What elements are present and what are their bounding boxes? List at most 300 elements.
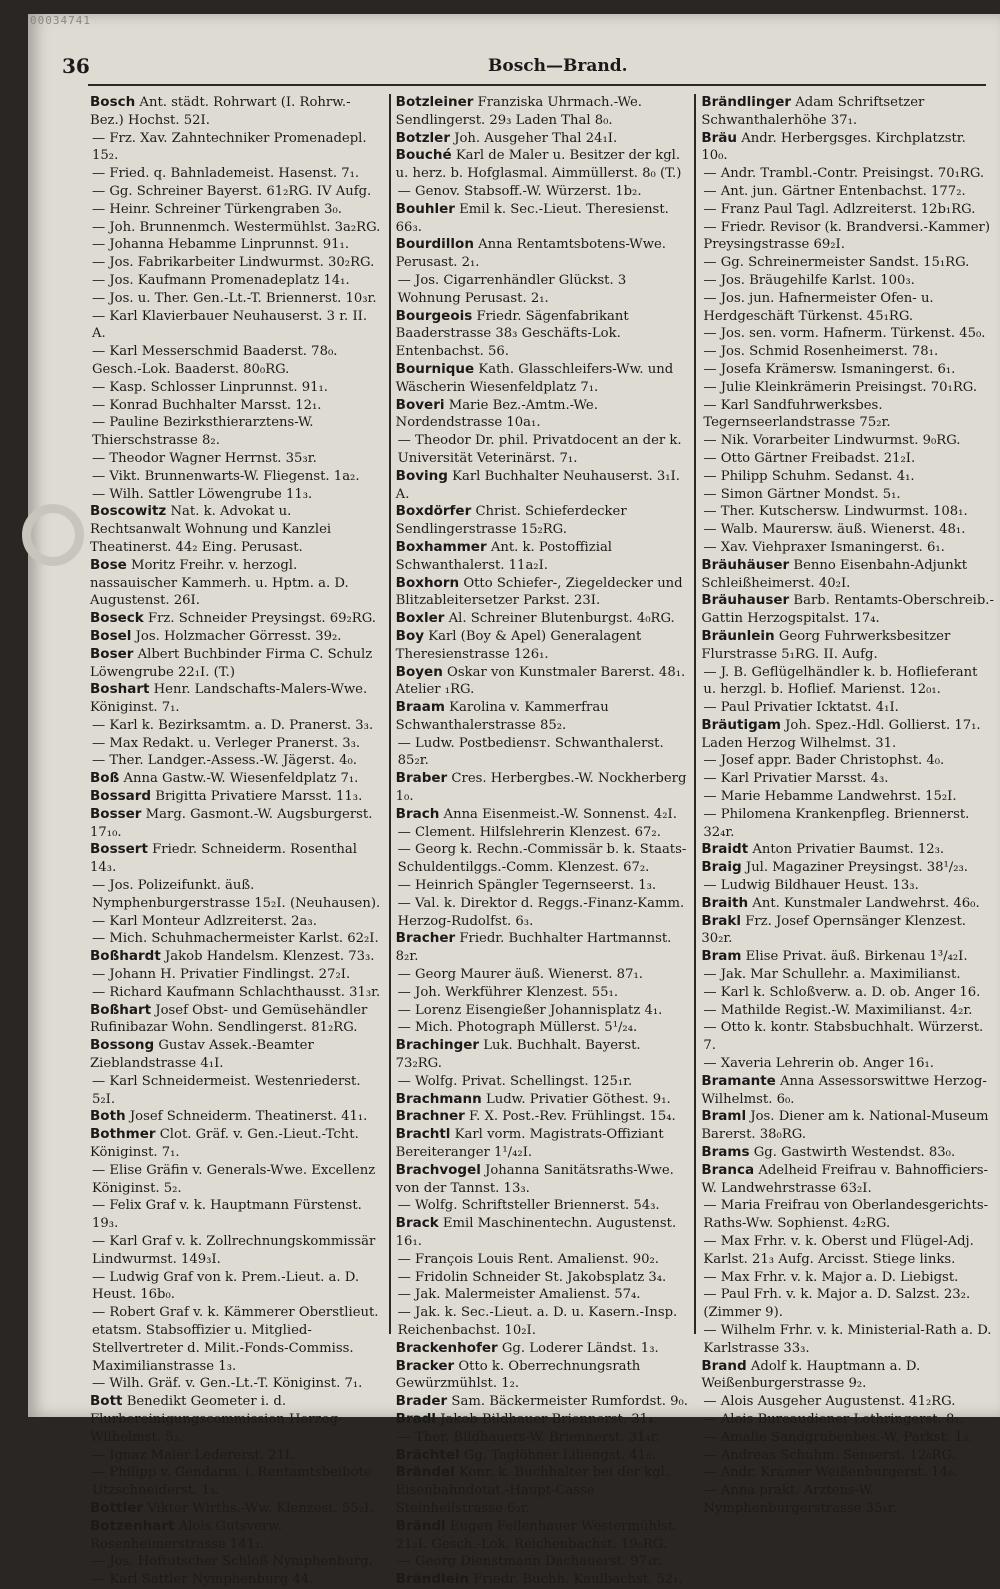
entry-text: — Philipp Schuhm. Sedanst. 4₁. [703,468,915,484]
entry-surname: Brakl [701,912,742,929]
directory-subentry [90,1304,383,1375]
directory-subentry [701,201,994,219]
directory-subentry [701,1269,994,1287]
entry-text: — Felix Graf v. k. Hauptmann Fürstenst. 19₃. [92,1198,362,1232]
entry-text: — Fridolin Schneider St. Jakobsplatz 3₄. [397,1269,667,1285]
entry-text: — Xav. Viehpraxer Ismaningerst. 6₁. [703,539,945,555]
entry-text: — Alois Bureaudiener Lothringerst. 8₁. [703,1411,964,1427]
directory-subentry [90,236,383,254]
directory-subentry [90,486,383,504]
entry-text: — Konrad Buchhalter Marsst. 12₁. [92,397,322,413]
entry-text: — Ludwig Bildhauer Heust. 13₃. [703,878,919,894]
entry-text: — Val. k. Direktor d. Reggs.-Finanz-Kamm. Herzog-Rudolfst. 6₃. [397,895,685,929]
directory-entry [90,1002,383,1038]
entry-surname: Boßhart [90,1001,152,1018]
entry-surname: Boxhorn [395,574,460,591]
page-number: 36 [62,54,90,78]
directory-entry [396,628,689,664]
directory-subentry [701,450,994,468]
entry-text: Marie Bez.-Amtm.-We. Nordendstrasse 10a₁. [395,397,598,431]
entry-text: Karl Buchhalter Neuhauserst. 3₁I. A. [395,468,680,502]
entry-surname: Brachmann [395,1090,482,1107]
directory-subentry [396,1429,689,1447]
entry-text: Luk. Buchhalt. Bayerst. 73₂RG. [395,1038,641,1072]
directory-subentry [701,1197,994,1233]
entry-text: — Alois Ausgeher Augustenst. 41₂RG. [703,1394,956,1410]
entry-text: — Karl Graf v. k. Zollrechnungskommissär Lindwurmst. 149₃I. [92,1234,376,1267]
entry-text: — Karl k. Schloßverw. a. D. ob. Anger 16. [703,984,981,1000]
entry-text: Anna Rentamtsbotens-Wwe. Perusast. 2₁. [395,237,666,271]
entry-text: — Paul Frh. v. k. Major a. D. Salzst. 23₂. (Zimmer 9). [703,1287,971,1321]
directory-entry [396,1393,689,1411]
directory-subentry [701,361,994,379]
directory-entry [396,1464,689,1517]
entry-text: — Theodor Wagner Herrnst. 35₃r. [92,450,317,466]
directory-entry [396,610,689,628]
column-3 [694,94,1000,1516]
directory-subentry [90,379,383,397]
directory-subentry [701,219,994,255]
directory-subentry [90,201,383,219]
entry-text: Gg. Taglöhner Liliengst. 41₀. [463,1447,656,1463]
directory-entry [396,1126,689,1162]
directory-subentry [90,468,383,486]
entry-surname: Bosser [90,805,142,822]
directory-entry [701,717,994,753]
directory-subentry [396,1553,689,1571]
entry-surname: Bourgeois [395,307,473,324]
directory-subentry [701,290,994,326]
entry-text: — Karl Sandfuhrwerksbes. Tegernseerlandstrasse 75₂r. [703,397,891,431]
directory-entry [396,1108,689,1126]
entry-text: Alois Gutsverw. Rosenheimerstrasse 141₁. [90,1518,283,1552]
entry-text: — Jak. Mar Schullehr. a. Maximilianst. [703,967,961,983]
directory-entry [396,1358,689,1394]
directory-subentry [90,290,383,308]
entry-text: Anton Privatier Baumst. 12₃. [752,842,945,858]
entry-text: — Jos. Hoftutscher Schloß Nymphenburg. [92,1554,373,1570]
directory-subentry [90,254,383,272]
entry-surname: Bothmer [90,1126,156,1143]
directory-entry [396,130,689,148]
entry-surname: Boving [395,467,448,484]
entry-text: — Vikt. Brunnenwarts-W. Fliegenst. 1a₂. [92,468,360,484]
directory-entry [396,1215,689,1251]
entry-text: — Jak. Malermeister Amalienst. 57₄. [397,1287,641,1303]
directory-entry [90,503,383,556]
entry-text: Friedr. Schneiderm. Rosenthal 14₃. [90,842,357,876]
directory-subentry [396,1269,689,1287]
entry-text: — Joh. Brunnenmch. Westermühlst. 3a₂RG. [92,219,381,235]
directory-subentry [701,1055,994,1073]
entry-text: — Karl Schneidermeist. Westenriederst. 5₂I. [92,1073,361,1107]
entry-surname: Botzler [395,129,450,146]
entry-text: Karl (Boy & Apel) Generalagent Theresienstrasse 126₁. [395,628,642,662]
entry-text: — Ludw. Postbediensт. Schwanthalerst. 85₂r. [397,735,664,769]
entry-text: — Kasp. Schlosser Linprunnst. 91₁. [92,379,328,395]
directory-entry [90,806,383,842]
entry-surname: Brackenhofer [395,1339,498,1356]
entry-text: — Andreas Schuhm. Senserst. 12₀RG. [703,1447,956,1463]
entry-text: Karl vorm. Magistrats-Offiziant Bereiteranger 1¹/₄₂I. [395,1127,664,1161]
directory-entry [396,575,689,611]
entry-text: — Georg Dienstmann Dachauerst. 97₄r. [397,1554,662,1570]
entry-text: — Friedr. Revisor (k. Brandversi.-Kammer) Preysingstrasse 69₂I. [703,219,990,253]
entry-text: Adelheid Freifrau v. Bahnofficiers-W. Landwehrstrasse 63₂I. [701,1162,988,1196]
directory-subentry [701,521,994,539]
entry-text: Nat. k. Advokat u. Rechtsanwalt Wohnung und Kanzlei Theatinerst. 44₂ Eing. Perusast. [90,504,332,555]
entry-surname: Bramante [701,1072,776,1089]
entry-text: Ant. Kunstmaler Landwehrst. 46₀. [752,895,980,911]
directory-subentry [90,1269,383,1305]
entry-surname: Bouhler [395,200,455,217]
directory-entry [396,1091,689,1109]
entry-surname: Boscowitz [90,503,167,520]
entry-text: Frz. Josef Opernsänger Klenzest. 30₂r. [701,913,966,947]
directory-entry [396,806,689,824]
entry-text: — Simon Gärtner Mondst. 5₁. [703,486,901,502]
directory-entry [396,1340,689,1358]
entry-surname: Bose [90,556,127,573]
entry-surname: Bräunlein [701,627,775,644]
entry-surname: Bosch [90,94,136,110]
entry-text: Jos. Diener am k. National-Museum Barerst. 38₀RG. [701,1109,989,1143]
directory-entry [396,770,689,806]
entry-surname: Braam [395,699,445,716]
entry-text: Ant. k. Postoffizial Schwanthalerst. 11a₂I. [395,539,613,573]
entry-text: Jul. Magaziner Preysingst. 38¹/₂₃. [745,860,968,876]
entry-text: — Ignaz Maler Ledererst. 21I. [92,1447,295,1463]
directory-subentry [396,841,689,877]
entry-surname: Bossard [90,788,152,805]
directory-subentry [396,966,689,984]
entry-text: — Philomena Krankenpfleg. Briennerst. 32₄r. [703,806,970,840]
directory-subentry [701,272,994,290]
directory-entry [396,539,689,575]
entry-text: Anna Assessorswittwe Herzog-Wilhelmst. 6₀. [701,1073,987,1107]
entry-text: — Genov. Stabsoff.-W. Würzerst. 1b₂. [397,183,642,199]
directory-subentry [90,1447,383,1465]
entry-text: Josef Schneiderm. Theatinerst. 41₁. [129,1109,368,1125]
directory-subentry [90,717,383,735]
entry-text: Emil k. Sec.-Lieut. Theresienst. 66₃. [395,201,669,235]
entry-surname: Boyen [395,663,443,680]
column-2 [389,94,695,1588]
entry-text: Georg Fuhrwerksbesitzer Flurstrasse 5₁RG. II. Aufg. [701,628,951,662]
directory-subentry [90,1073,383,1109]
entry-text: — Maria Freifrau von Oberlandesgerichts-Raths-Ww. Sophienst. 4₂RG. [703,1198,989,1232]
entry-text: — Wilh. Sattler Löwengrube 11₃. [92,486,313,502]
entry-text: — Ant. jun. Gärtner Entenbachst. 177₂. [703,183,966,199]
entry-text: — Julie Kleinkrämerin Preisingst. 70₁RG. [703,379,978,395]
directory-entry [90,94,383,130]
directory-subentry [701,877,994,895]
directory-entry [701,948,994,966]
entry-surname: Boy [395,627,425,644]
entry-text: — Otto Gärtner Freibadst. 21₂I. [703,450,916,466]
entry-text: — Max Frhr. v. k. Oberst und Flügel-Adj. Karlst. 21₃ Aufg. Arcisst. Stiege links. [703,1234,974,1267]
entry-text: — Karl k. Bezirksamtm. a. D. Pranerst. 3₃. [92,717,374,733]
directory-subentry [90,219,383,237]
entry-text: Josef Obst- und Gemüsehändler Rufinibazar Wohn. Sendlingerst. 81₂RG. [90,1002,368,1036]
directory-subentry [701,1464,994,1482]
directory-subentry [701,984,994,1002]
directory-subentry [396,984,689,1002]
directory-entry [396,1518,689,1554]
directory-entry [90,628,383,646]
entry-text: — Max Frhr. v. k. Major a. D. Liebigst. [703,1269,959,1285]
entry-text: — Jos. Fabrikarbeiter Lindwurmst. 30₂RG. [92,255,375,271]
directory-entry [396,664,689,700]
directory-subentry [90,272,383,290]
entry-text: — Nik. Vorarbeiter Lindwurmst. 9₀RG. [703,433,961,449]
directory-subentry [90,1375,383,1393]
entry-surname: Braber [395,770,448,787]
entry-text: — Franz Paul Tagl. Adlzreiterst. 12b₁RG. [703,201,976,217]
entry-text: Andr. Herbergsges. Kirchplatzstr. 10₀. [701,130,966,164]
directory-entry [90,557,383,610]
entry-text: Karolina v. Kammerfrau Schwanthalerstrasse 85₂. [395,700,609,733]
entry-text: — Jos. Polizeifunkt. äuß. Nymphenburgerstrasse 15₂I. (Neuhausen). [92,878,381,911]
entry-text: Barb. Rentamts-Oberschreib.-Gattin Herzogspitalst. 17₄. [701,593,994,627]
directory-subentry [90,877,383,913]
entry-text: — Joh. Werkführer Klenzest. 55₁. [397,984,619,1000]
entry-surname: Braml [701,1108,747,1125]
directory-entry [90,1108,383,1126]
directory-subentry [701,752,994,770]
directory-subentry [701,1429,994,1447]
entry-text: — Karl Messerschmid Baaderst. 78₀. Gesch.-Lok. Baaderst. 80₀RG. [92,344,338,377]
directory-entry [396,503,689,539]
entry-text: — Georg Maurer äuß. Wienerst. 87₁. [397,967,643,983]
directory-subentry [701,165,994,183]
directory-subentry [90,1197,383,1233]
entry-text: F. X. Post.-Rev. Frühlingst. 15₄. [468,1109,676,1125]
entry-surname: Brändlein [395,1571,470,1588]
binder-ring-icon [22,504,84,566]
entry-text: — Ludwig Graf von k. Prem.-Lieut. a. D. Heust. 16b₀. [92,1269,360,1303]
entry-surname: Bracher [395,930,456,947]
entry-surname: Brändlinger [701,94,792,110]
entry-surname: Bouché [395,147,452,164]
entry-text: — Amalie Sandgrubenbes.-W. Parkst. 1₃. [703,1429,973,1445]
directory-subentry [701,1447,994,1465]
entry-text: Gg. Gastwirth Westendst. 83₀. [753,1145,956,1161]
entry-text: Benedikt Geometer i. d. Flurbereinigungscommission Herzog-Wilhelmst. 5₃. [90,1394,343,1445]
directory-entry [396,201,689,237]
entry-text: — Xaveria Lehrerin ob. Anger 16₁. [703,1056,934,1072]
directory-subentry [90,984,383,1002]
directory-subentry [90,397,383,415]
directory-entry [701,913,994,949]
entry-text: Anna Eisenmeist.-W. Sonnenst. 4₂I. [443,806,677,822]
directory-subentry [396,272,689,308]
entry-surname: Boveri [395,396,445,413]
directory-subentry [90,414,383,450]
entry-text: — Philipp v. Gendarm. i. Rentamtsbeibote Utzschneiderst. 1₃. [92,1465,372,1499]
directory-subentry [701,1322,994,1358]
directory-entry [396,308,689,361]
directory-entry [396,397,689,433]
entry-surname: Braith [701,894,749,911]
directory-entry [701,628,994,664]
entry-text: — Marie Hebamme Landwehrst. 15₂I. [703,789,957,805]
directory-subentry [701,806,994,842]
entry-text: Jakob Bildhauer Briennerst. 31₄. [440,1411,658,1427]
entry-text: — Wilh. Gräf. v. Gen.-Lt.-T. Königinst. 7₁. [92,1376,363,1392]
entry-text: Friedr. Buchh. Kaulbachst. 52₁. [473,1572,683,1588]
directory-subentry [90,130,383,166]
entry-text: — Frz. Xav. Zahntechniker Promenadepl. 15₂. [92,130,367,164]
entry-surname: Brachinger [395,1037,480,1054]
entry-surname: Bossert [90,841,148,858]
entry-text: Joh. Ausgeher Thal 24₁I. [454,130,618,146]
entry-surname: Branca [701,1161,755,1178]
directory-subentry [90,913,383,931]
directory-subentry [90,735,383,753]
entry-text: Henr. Landschafts-Malers-Wwe. Königinst. 7₁. [90,682,368,716]
directory-subentry [701,770,994,788]
entry-text: Marg. Gasmont.-W. Augsburgerst. 17₁₀. [90,806,373,840]
directory-entry [701,557,994,593]
entry-surname: Bräuhauser [701,592,790,609]
entry-text: — Mich. Schuhmachermeister Karlst. 62₂I. [92,931,379,947]
entry-surname: Boxler [395,610,445,627]
entry-text: Adam Schriftsetzer Schwanthalerhöhe 37₁. [701,95,925,128]
entry-surname: Bracker [395,1357,455,1374]
directory-subentry [396,824,689,842]
directory-subentry [701,966,994,984]
directory-subentry [90,752,383,770]
entry-text: Konr. k. Buchhalter bei der kgl. Eisenbahndotat.-Haupt-Casse Steinheilstrasse 6₃r. [395,1465,670,1516]
entry-text: — J. B. Geflügelhändler k. b. Hoflieferant u. herzgl. b. Hoflief. Marienst. 12₀₁. [703,664,978,698]
entry-text: — Karl Klavierbauer Neuhauserst. 3 r. II. A. [92,308,368,342]
directory-subentry [701,468,994,486]
entry-text: — Karl Privatier Marsst. 4₃. [703,771,889,787]
directory-entry [90,1037,383,1073]
entry-text: — Josefa Krämersw. Ismaningerst. 6₁. [703,361,956,377]
directory-subentry [701,432,994,450]
directory-entry [90,1126,383,1162]
directory-entry [396,699,689,735]
entry-surname: Brächtel [395,1446,460,1463]
entry-text: Cres. Herbergbes.-W. Nockherberg 1₀. [395,771,687,805]
entry-surname: Both [90,1108,126,1125]
directory-entry [90,770,383,788]
entry-text: — Karl Sattler Nymphenburg 44. [92,1572,314,1588]
entry-text: — Elise Gräfin v. Generals-Wwe. Excellenz Königinst. 5₂. [92,1162,376,1196]
entry-surname: Boshart [90,681,150,698]
entry-surname: Bosel [90,627,132,644]
directory-subentry [90,1233,383,1269]
entry-text: Elise Privat. äuß. Birkenau 1³/₄₂I. [745,949,968,965]
directory-entry [90,948,383,966]
directory-subentry [90,308,383,344]
directory-entry [90,610,383,628]
directory-subentry [90,343,383,379]
entry-surname: Boxhammer [395,538,487,555]
directory-entry [701,841,994,859]
directory-entry [396,930,689,966]
directory-entry [90,646,383,682]
entry-surname: Boßhardt [90,948,161,965]
entry-text: Gustav Assek.-Beamter Zieblandstrasse 4₁I. [90,1038,314,1072]
directory-entry [90,1500,383,1518]
entry-surname: Braidt [701,841,749,858]
directory-subentry [701,325,994,343]
directory-entry [396,468,689,504]
entry-text: Albert Buchbinder Firma C. Schulz Löwengrube 22₁I. (T.) [90,646,373,680]
directory-subentry [701,1482,994,1518]
directory-subentry [90,930,383,948]
directory-subentry [701,664,994,700]
entry-surname: Bradl [395,1410,437,1427]
entry-text: — Wolfg. Schriftsteller Briennerst. 54₃. [397,1198,660,1214]
entry-text: — François Louis Rent. Amalienst. 90₂. [397,1251,659,1267]
entry-text: Eugen Feilenhauer Westermühlst. 21₂I. Gesch.-Lok. Reichenbachst. 19₀RG. [395,1518,678,1552]
entry-surname: Bossong [90,1037,155,1054]
directory-subentry [701,486,994,504]
directory-subentry [396,1286,689,1304]
entry-surname: Brachner [395,1108,465,1125]
entry-surname: Brand [701,1357,747,1374]
entry-surname: Bräutigam [701,716,781,733]
entry-surname: Brach [395,805,440,822]
entry-text: Viktor Wirths.-Ww. Klenzest. 55₂I. [147,1500,374,1516]
directory-subentry [701,379,994,397]
entry-surname: Bräu [701,129,738,146]
entry-text: — Jos. sen. vorm. Hafnerm. Türkenst. 45₀. [703,326,986,342]
entry-surname: Brader [395,1393,448,1410]
entry-text: — Heinr. Schreiner Türkengraben 3₀. [92,201,342,217]
entry-text: — Ther. Kutschersw. Lindwurmst. 108₁. [703,504,968,520]
entry-surname: Bottler [90,1499,143,1516]
directory-entry [396,1411,689,1429]
entry-text: — Jak. k. Sec.-Lieut. a. D. u. Kasern.-Insp. Reichenbachst. 10₂I. [397,1305,678,1338]
directory-entry [396,1447,689,1465]
entry-text: Ludw. Privatier Göthest. 9₁. [485,1091,671,1107]
entry-text: Adolf k. Hauptmann a. D. Weißenburgerstrasse 9₂. [701,1358,921,1392]
directory-subentry [396,1073,689,1091]
entry-text: Friedr. Sägenfabrikant Baaderstrasse 38₃ Geschäfts-Lok. Entenbachst. 56. [395,308,629,360]
directory-subentry [396,877,689,895]
entry-text: Christ. Schieferdecker Sendlingerstrasse 15₂RG. [395,504,627,538]
directory-subentry [701,254,994,272]
directory-subentry [396,183,689,201]
entry-text: — Ther. Bildhauers-W. Briennerst. 31₄r. [397,1429,660,1445]
entry-text: — Lorenz Eisengießer Johannisplatz 4₁. [397,1002,663,1018]
directory-subentry [701,1393,994,1411]
entry-text: — Jos. jun. Hafnermeister Ofen- u. Herdgeschäft Türkenst. 45₁RG. [703,290,934,324]
entry-text: — Theodor Dr. phil. Privatdocent an der k. Universität Veterinärst. 7₁. [397,433,682,466]
entry-surname: Botzleiner [395,94,474,110]
directory-subentry [396,1251,689,1269]
directory-subentry [701,397,994,433]
entry-text: Johanna Sanitätsraths-Wwe. von der Tannst. 13₃. [395,1162,674,1196]
directory-subentry [396,1019,689,1037]
directory-entry [90,788,383,806]
entry-text: Al. Schreiner Blutenburgst. 4₀RG. [448,611,675,627]
directory-columns [90,94,1000,1588]
entry-surname: Brachvogel [395,1161,481,1178]
directory-entry [396,236,689,272]
entry-surname: Brändl [395,1517,446,1534]
entry-text: — Gg. Schreiner Bayerst. 61₂RG. IV Aufg. [92,183,372,199]
entry-surname: Boser [90,645,134,662]
directory-subentry [701,1002,994,1020]
directory-subentry [90,450,383,468]
entry-text: — Jos. Schmid Rosenheimerst. 78₁. [703,344,939,360]
